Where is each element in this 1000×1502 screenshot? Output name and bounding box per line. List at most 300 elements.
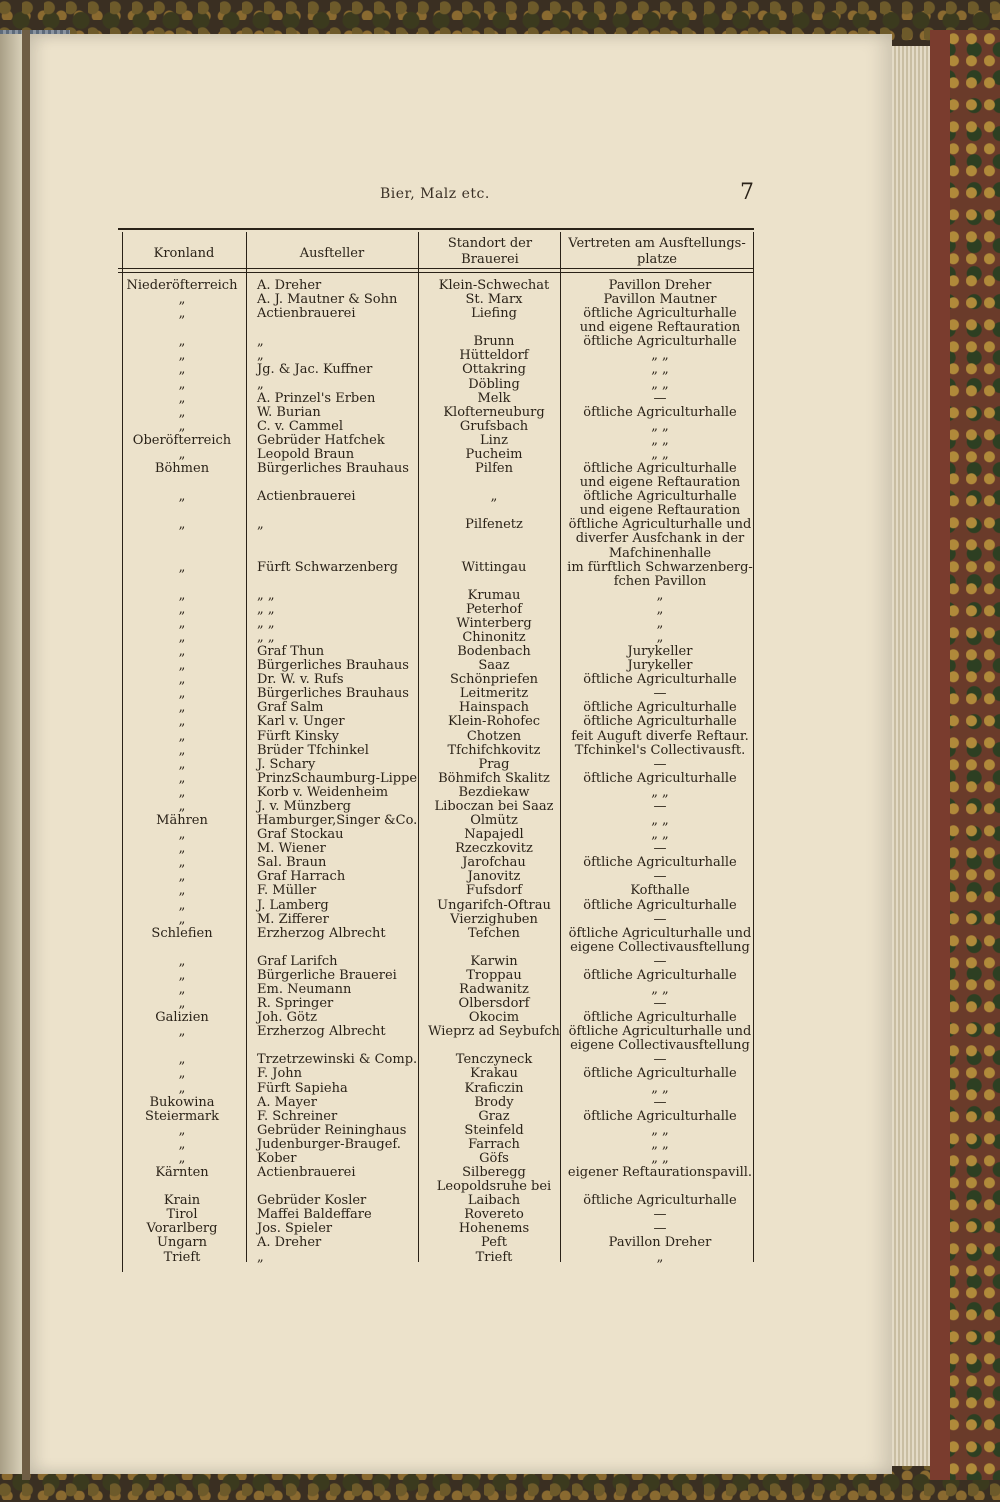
cell-standort: Prag xyxy=(478,756,510,772)
cell-aussteller: Kober xyxy=(257,1150,297,1166)
table-row xyxy=(0,673,1000,687)
cell-standort: Wieprz ad Seybufch xyxy=(428,1024,560,1040)
cell-kronland: Kärnten xyxy=(155,1165,209,1181)
cell-standort: Saaz xyxy=(478,658,510,674)
cell-aussteller: M. Wiener xyxy=(257,841,326,857)
cell-vertreten: öftliche Agriculturhalle xyxy=(583,770,737,786)
cell-vertreten: Pavillon Dreher xyxy=(608,1235,712,1251)
cell-aussteller: W. Burian xyxy=(257,404,321,420)
table-row xyxy=(0,349,1000,363)
table-row xyxy=(0,561,1000,575)
cell-aussteller: A. Dreher xyxy=(257,278,322,293)
cell-aussteller: Maffei Baldeffare xyxy=(257,1207,372,1223)
table-row xyxy=(0,307,1000,321)
table-row xyxy=(0,730,1000,744)
cell-standort: Krakau xyxy=(470,1066,518,1082)
cell-standort: St. Marx xyxy=(465,292,523,308)
cell-standort: Bezdiekaw xyxy=(458,784,530,800)
table-row xyxy=(0,814,1000,828)
cell-aussteller: „ xyxy=(257,517,264,533)
table-row xyxy=(0,870,1000,884)
cell-kronland: „ xyxy=(178,517,186,533)
cell-standort: Schönpriefen xyxy=(449,672,539,688)
table-row xyxy=(0,758,1000,772)
table-row xyxy=(0,913,1000,927)
cell-standort: Troppau xyxy=(466,967,522,983)
cell-kronland: „ xyxy=(178,1080,186,1096)
column-header-aussteller: Ausfteller xyxy=(299,246,365,261)
cell-standort: Karwin xyxy=(470,953,518,969)
cell-kronland: „ xyxy=(178,1052,186,1068)
cell-vertreten: öftliche Agriculturhalle xyxy=(583,700,737,716)
cell-vertreten: öftliche Agriculturhalle und xyxy=(568,517,752,533)
cell-vertreten: Jurykeller xyxy=(627,658,693,674)
cell-standort: Leitmeritz xyxy=(459,686,529,702)
table-row xyxy=(0,1236,1000,1250)
cell-vertreten: im fürftlich Schwarzenberg- xyxy=(567,559,753,575)
cell-standort: Hohenems xyxy=(458,1221,530,1237)
cell-vertreten: — xyxy=(653,390,667,406)
cell-kronland: Galizien xyxy=(155,1010,209,1026)
cell-aussteller: Graf Harrach xyxy=(257,869,346,885)
table-row xyxy=(0,448,1000,462)
header-rule-2 xyxy=(118,272,754,273)
table-row xyxy=(0,589,1000,603)
cell-vertreten: Jurykeller xyxy=(627,644,693,660)
cell-vertreten: „ „ xyxy=(651,348,669,364)
cell-standort: Klofterneuburg xyxy=(443,404,545,420)
cell-kronland: „ xyxy=(178,714,186,730)
cell-kronland: „ xyxy=(178,559,186,575)
cell-kronland: „ xyxy=(178,587,186,603)
table-row xyxy=(0,1110,1000,1124)
cell-standort: Chinonitz xyxy=(462,630,526,645)
cell-aussteller: Bürgerliches Brauhaus xyxy=(257,658,409,674)
table-row xyxy=(0,687,1000,701)
cell-vertreten: — xyxy=(653,996,667,1012)
cell-vertreten: „ xyxy=(656,615,664,631)
cell-aussteller: A. Mayer xyxy=(257,1094,317,1110)
cell-kronland: „ xyxy=(178,982,186,997)
cell-vertreten: öftliche Agriculturhalle xyxy=(583,1066,737,1082)
cell-kronland: „ xyxy=(178,334,186,350)
table-row xyxy=(0,321,1000,335)
table-top-rule xyxy=(118,228,754,230)
cell-vertreten: öftliche Agriculturhalle xyxy=(583,461,737,477)
table-row xyxy=(0,1194,1000,1208)
cell-aussteller: Fürft Schwarzenberg xyxy=(257,559,398,575)
cell-kronland: „ xyxy=(178,728,186,744)
cell-standort: Leopoldsruhe bei xyxy=(436,1179,552,1195)
cell-vertreten: und eigene Reftauration xyxy=(579,475,741,491)
cell-aussteller: „ xyxy=(257,334,264,350)
cell-vertreten: „ xyxy=(656,630,664,645)
table-row xyxy=(0,1082,1000,1096)
cell-standort: Brody xyxy=(474,1094,514,1110)
cell-aussteller: R. Springer xyxy=(257,996,334,1012)
cell-standort: Vierzighuben xyxy=(450,911,538,927)
cell-standort: Jarofchau xyxy=(462,855,526,871)
table-row xyxy=(0,1096,1000,1110)
cell-aussteller: Judenburger-Braugef. xyxy=(257,1136,401,1152)
cell-kronland: „ xyxy=(178,672,186,688)
cell-aussteller: „ „ xyxy=(257,615,275,631)
cell-standort: Hainspach xyxy=(458,700,529,716)
cell-standort: Rovereto xyxy=(464,1207,524,1223)
cell-aussteller: Actienbrauerei xyxy=(257,306,356,322)
cell-vertreten: feit Auguft diverfe Reftaur. xyxy=(571,728,749,744)
cell-standort: Liboczan bei Saaz xyxy=(434,798,554,814)
table-row xyxy=(0,715,1000,729)
cell-kronland: „ xyxy=(178,742,186,758)
cell-kronland: „ xyxy=(178,953,186,969)
cell-aussteller: M. Zifferer xyxy=(257,911,329,927)
cell-aussteller: Brüder Tfchinkel xyxy=(257,742,369,758)
table-row xyxy=(0,997,1000,1011)
table-row xyxy=(0,363,1000,377)
table-row xyxy=(0,1039,1000,1053)
cell-aussteller: „ „ xyxy=(257,630,275,645)
table-row xyxy=(0,1025,1000,1039)
cell-kronland: Niederöfterreich xyxy=(126,278,238,293)
cell-kronland: „ xyxy=(178,404,186,420)
cell-vertreten: — xyxy=(653,911,667,927)
cell-aussteller: „ „ xyxy=(257,601,275,617)
cell-aussteller: PrinzSchaumburg-Lippe xyxy=(257,770,418,786)
cell-vertreten: öftliche Agriculturhalle xyxy=(583,1193,737,1209)
cell-kronland: „ xyxy=(178,798,186,814)
cell-kronland: „ xyxy=(178,376,186,392)
cell-vertreten: öftliche Agriculturhalle xyxy=(583,897,737,913)
cell-kronland: Tirol xyxy=(166,1207,198,1223)
cell-vertreten: — xyxy=(653,686,667,702)
table-row xyxy=(0,335,1000,349)
cell-aussteller: „ „ xyxy=(257,587,275,603)
table-row xyxy=(0,603,1000,617)
cell-standort: Winterberg xyxy=(456,615,532,631)
cell-standort: Fufsdorf xyxy=(465,883,523,899)
table-row xyxy=(0,462,1000,476)
cell-aussteller: Bürgerliches Brauhaus xyxy=(257,686,409,702)
cell-standort: Kraficzin xyxy=(464,1080,524,1096)
cell-standort: Steinfeld xyxy=(464,1122,524,1138)
cell-standort: Tefchen xyxy=(468,925,520,941)
cell-standort: Tenczyneck xyxy=(455,1052,533,1068)
table-row xyxy=(0,575,1000,589)
cell-vertreten: und eigene Reftauration xyxy=(579,503,741,519)
cell-vertreten: „ xyxy=(656,1249,664,1265)
cell-aussteller: J. v. Münzberg xyxy=(257,798,351,814)
cell-aussteller: Gebrüder Kosler xyxy=(257,1193,367,1209)
cell-kronland: „ xyxy=(178,601,186,617)
cell-kronland: Ungarn xyxy=(157,1235,207,1251)
cell-standort: Janovitz xyxy=(467,869,521,885)
table-row xyxy=(0,772,1000,786)
cell-aussteller: Actienbrauerei xyxy=(257,1165,356,1181)
cell-vertreten: „ „ xyxy=(651,784,669,800)
cell-aussteller: Graf Stockau xyxy=(257,827,344,843)
cell-kronland: „ xyxy=(178,967,186,983)
cell-vertreten: — xyxy=(653,1207,667,1223)
cell-vertreten: öftliche Agriculturhalle xyxy=(583,306,737,322)
table-row xyxy=(0,941,1000,955)
cell-aussteller: Gebrüder Reininghaus xyxy=(257,1122,407,1138)
cell-standort: Peterhof xyxy=(466,601,522,617)
cell-kronland: „ xyxy=(178,630,186,645)
table-row xyxy=(0,899,1000,913)
cell-aussteller: Graf Larifch xyxy=(257,953,338,969)
cell-kronland: „ xyxy=(178,348,186,364)
cell-standort: Klein-Schwechat xyxy=(438,278,550,293)
cell-aussteller: A. J. Mautner & Sohn xyxy=(257,292,398,308)
cell-standort: Linz xyxy=(479,432,508,448)
cell-vertreten: „ „ xyxy=(651,376,669,392)
cell-standort: Trieft xyxy=(475,1249,513,1265)
cell-vertreten: „ „ xyxy=(651,813,669,829)
cell-vertreten: öftliche Agriculturhalle xyxy=(583,967,737,983)
cell-aussteller: Em. Neumann xyxy=(257,982,352,997)
cell-standort: Böhmifch Skalitz xyxy=(438,770,550,786)
cell-kronland: „ xyxy=(178,644,186,660)
cell-aussteller: Fürft Sapieha xyxy=(257,1080,348,1096)
cell-kronland: „ xyxy=(178,362,186,378)
cell-vertreten: öftliche Agriculturhalle xyxy=(583,855,737,871)
cell-aussteller: J. Lamberg xyxy=(257,897,329,913)
cell-vertreten: öftliche Agriculturhalle und xyxy=(568,925,752,941)
cell-vertreten: eigene Collectivausftellung xyxy=(570,939,750,955)
cell-kronland: „ xyxy=(178,855,186,871)
cell-standort: Pucheim xyxy=(465,446,523,462)
cell-vertreten: öftliche Agriculturhalle xyxy=(583,672,737,688)
cell-aussteller: Graf Salm xyxy=(257,700,324,716)
cell-aussteller: Erzherzog Albrecht xyxy=(257,1024,386,1040)
table-row xyxy=(0,884,1000,898)
cell-kronland: Trieft xyxy=(163,1249,201,1265)
table-row xyxy=(0,631,1000,645)
table-row xyxy=(0,1138,1000,1152)
cell-standort: Grufsbach xyxy=(459,418,529,434)
cell-aussteller: „ xyxy=(257,376,264,392)
cell-kronland: „ xyxy=(178,756,186,772)
cell-kronland: „ xyxy=(178,784,186,800)
cell-kronland: „ xyxy=(178,418,186,434)
cell-aussteller: Gebrüder Hatfchek xyxy=(257,432,385,448)
cell-vertreten: Kofthalle xyxy=(630,883,690,899)
cell-vertreten: Pavillon Dreher xyxy=(608,278,712,293)
cell-standort: Bodenbach xyxy=(457,644,531,660)
cell-vertreten: und eigene Reftauration xyxy=(579,320,741,336)
table-row xyxy=(0,800,1000,814)
table-row xyxy=(0,378,1000,392)
cell-kronland: „ xyxy=(178,1122,186,1138)
table-row xyxy=(0,983,1000,997)
cell-aussteller: Trzetrzewinski & Comp. xyxy=(257,1052,418,1068)
cell-standort: Olmütz xyxy=(470,813,518,829)
table-row xyxy=(0,279,1000,293)
cell-vertreten: — xyxy=(653,1221,667,1237)
table-row xyxy=(0,504,1000,518)
cell-standort: Chotzen xyxy=(466,728,522,744)
cell-standort: Pilfenetz xyxy=(465,517,523,533)
cell-aussteller: Graf Thun xyxy=(257,644,325,660)
cell-vertreten: eigener Reftaurationspavill. xyxy=(567,1165,753,1181)
table-row xyxy=(0,392,1000,406)
cell-kronland: „ xyxy=(178,869,186,885)
cell-kronland: Böhmen xyxy=(154,461,210,477)
table-row xyxy=(0,434,1000,448)
table-row xyxy=(0,293,1000,307)
cell-standort: Farrach xyxy=(468,1136,520,1152)
cell-standort: Okocim xyxy=(468,1010,520,1026)
column-header-vertreten: Vertreten am Ausftellungs-platze xyxy=(568,236,746,267)
cell-vertreten: diverfer Ausfchank in der xyxy=(575,531,745,547)
cell-kronland: „ xyxy=(178,658,186,674)
cell-vertreten: „ xyxy=(656,601,664,617)
cell-kronland: Bukowina xyxy=(149,1094,215,1110)
cell-standort: Rzeczkovitz xyxy=(455,841,533,857)
cell-standort: Ottakring xyxy=(462,362,526,378)
cell-kronland: Vorarlberg xyxy=(146,1221,218,1237)
cell-standort: Pilfen xyxy=(475,461,513,477)
cell-vertreten: „ „ xyxy=(651,1122,669,1138)
cell-vertreten: „ „ xyxy=(651,418,669,434)
cell-vertreten: öftliche Agriculturhalle xyxy=(583,1108,737,1124)
cell-aussteller: F. Schreiner xyxy=(257,1108,338,1124)
cell-kronland: „ xyxy=(178,883,186,899)
cell-standort: Silberegg xyxy=(462,1165,526,1181)
cell-vertreten: „ „ xyxy=(651,446,669,462)
table-row xyxy=(0,856,1000,870)
table-row xyxy=(0,969,1000,983)
table-row xyxy=(0,1067,1000,1081)
cell-vertreten: „ „ xyxy=(651,362,669,378)
cell-vertreten: — xyxy=(653,798,667,814)
header-rule-1 xyxy=(118,268,754,269)
cell-vertreten: „ „ xyxy=(651,982,669,997)
table-row xyxy=(0,1053,1000,1067)
column-header-kronland: Kronland xyxy=(153,246,215,261)
cell-aussteller: Karl v. Unger xyxy=(257,714,345,730)
cell-aussteller: F. Müller xyxy=(257,883,317,899)
cell-standort: „ xyxy=(490,489,498,505)
cell-vertreten: „ xyxy=(656,587,664,603)
cell-vertreten: — xyxy=(653,841,667,857)
cell-vertreten: „ „ xyxy=(651,1150,669,1166)
cell-standort: Krumau xyxy=(467,587,521,603)
cell-aussteller: F. John xyxy=(257,1066,303,1082)
cell-kronland: „ xyxy=(178,770,186,786)
cell-vertreten: Tfchinkel's Collectivausft. xyxy=(574,742,746,758)
cell-vertreten: Mafchinenhalle xyxy=(608,545,712,561)
table-row xyxy=(0,420,1000,434)
cell-kronland: „ xyxy=(178,292,186,308)
table-row xyxy=(0,927,1000,941)
cell-kronland: Mähren xyxy=(156,813,208,829)
cell-standort: Olbersdorf xyxy=(458,996,530,1012)
table-row xyxy=(0,1180,1000,1194)
cell-aussteller: „ xyxy=(257,1249,264,1265)
cell-vertreten: Pavillon Mautner xyxy=(603,292,717,308)
cell-aussteller: A. Dreher xyxy=(257,1235,322,1251)
cell-standort: Napajedl xyxy=(464,827,524,843)
table-row xyxy=(0,406,1000,420)
cell-standort: Wittingau xyxy=(461,559,527,575)
cell-aussteller: A. Prinzel's Erben xyxy=(257,390,376,406)
cell-standort: Radwanitz xyxy=(459,982,529,997)
cell-aussteller: Fürft Kinsky xyxy=(257,728,339,744)
table-row xyxy=(0,744,1000,758)
cell-standort: Liefing xyxy=(471,306,517,322)
cell-aussteller: „ xyxy=(257,348,264,364)
cell-standort: Peft xyxy=(481,1235,507,1251)
cell-aussteller: Korb v. Weidenheim xyxy=(257,784,389,800)
cell-aussteller: Jos. Spieler xyxy=(257,1221,333,1237)
table-row xyxy=(0,1208,1000,1222)
table-row xyxy=(0,828,1000,842)
table-row xyxy=(0,1251,1000,1265)
cell-kronland: „ xyxy=(178,390,186,406)
cell-aussteller: Bürgerliche Brauerei xyxy=(257,967,397,983)
cell-vertreten: „ „ xyxy=(651,827,669,843)
table-row xyxy=(0,842,1000,856)
cell-aussteller: Erzherzog Albrecht xyxy=(257,925,386,941)
table-row xyxy=(0,955,1000,969)
cell-vertreten: „ „ xyxy=(651,432,669,448)
cell-aussteller: Hamburger,Singer &Co. xyxy=(257,813,418,829)
cell-aussteller: Bürgerliches Brauhaus xyxy=(257,461,409,477)
cell-kronland: „ xyxy=(178,700,186,716)
cell-standort: Hütteldorf xyxy=(459,348,529,364)
table-row xyxy=(0,1124,1000,1138)
cell-vertreten: öftliche Agriculturhalle und xyxy=(568,1024,752,1040)
cell-vertreten: — xyxy=(653,756,667,772)
cell-kronland: „ xyxy=(178,827,186,843)
cell-vertreten: öftliche Agriculturhalle xyxy=(583,1010,737,1026)
cell-kronland: „ xyxy=(178,615,186,631)
cell-kronland: „ xyxy=(178,1150,186,1166)
cell-kronland: „ xyxy=(178,489,186,505)
table-row xyxy=(0,1166,1000,1180)
cell-standort: Melk xyxy=(477,390,511,406)
cell-aussteller: C. v. Cammel xyxy=(257,418,344,434)
cell-vertreten: öftliche Agriculturhalle xyxy=(583,714,737,730)
cell-kronland: Steiermark xyxy=(144,1108,220,1124)
cell-standort: Göfs xyxy=(479,1150,509,1166)
table-row xyxy=(0,701,1000,715)
cell-standort: Döbling xyxy=(468,376,520,392)
cell-vertreten: öftliche Agriculturhalle xyxy=(583,334,737,350)
cell-vertreten: — xyxy=(653,1094,667,1110)
table-row xyxy=(0,1152,1000,1166)
cell-kronland: „ xyxy=(178,841,186,857)
cell-aussteller: Sal. Braun xyxy=(257,855,327,871)
cell-aussteller: Jg. & Jac. Kuffner xyxy=(257,362,373,378)
cell-aussteller: J. Schary xyxy=(257,756,316,772)
running-header: Bier, Malz etc. xyxy=(380,186,490,202)
cell-vertreten: „ „ xyxy=(651,1080,669,1096)
cell-kronland: „ xyxy=(178,1066,186,1082)
table-row xyxy=(0,659,1000,673)
page-number: 7 xyxy=(740,180,754,205)
cell-vertreten: öftliche Agriculturhalle xyxy=(583,404,737,420)
column-header-standort: Standort der Brauerei xyxy=(447,236,533,267)
cell-kronland: „ xyxy=(178,897,186,913)
cell-vertreten: — xyxy=(653,953,667,969)
table-row xyxy=(0,532,1000,546)
cell-kronland: Krain xyxy=(163,1193,201,1209)
cell-vertreten: — xyxy=(653,1052,667,1068)
cell-vertreten: öftliche Agriculturhalle xyxy=(583,489,737,505)
